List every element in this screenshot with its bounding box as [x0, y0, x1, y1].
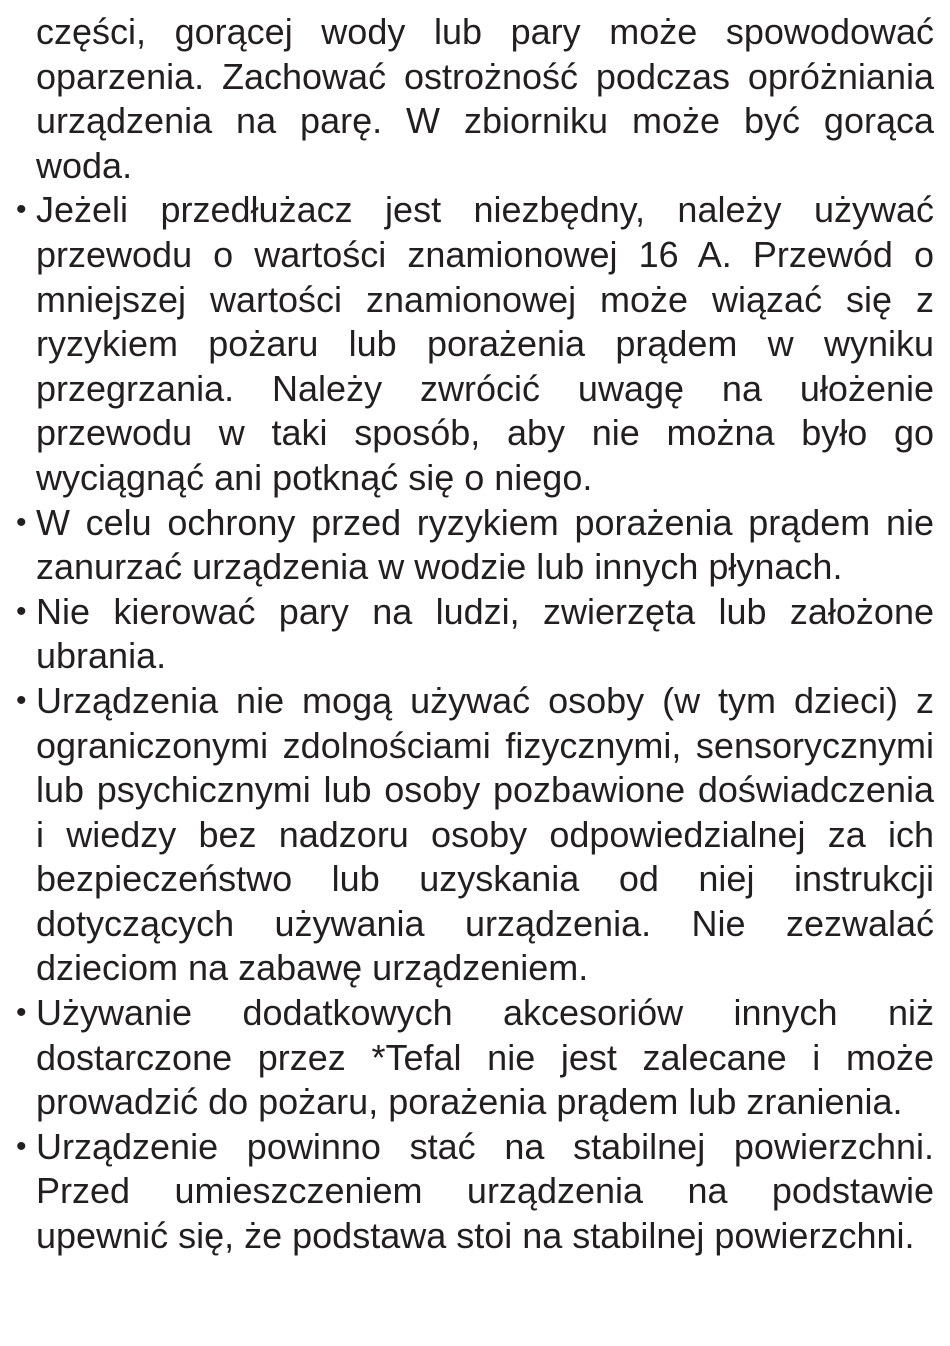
bullet-text: W celu ochrony przed ryzykiem porażenia prądem nie zanurzać urządzenia w wodzie lub innych płynach. — [36, 501, 934, 588]
bullet-text: Używanie dodatkowych akcesoriów innych niż dostarczone przez *Tefal nie jest zalecane i może prowadzić do pożaru, porażenia prądem lub zranienia. — [36, 992, 934, 1123]
bullet-item-immersion — [14, 501, 934, 590]
bullet-item-stable-surface — [14, 1125, 934, 1259]
bullet-icon: • — [16, 594, 27, 628]
bullet-icon: • — [16, 996, 27, 1030]
bullet-item-extension-cord — [14, 188, 934, 500]
bullet-text: Jeżeli przedłużacz jest niezbędny, należy używać przewodu o wartości znamionowej 16 A. Przewód o mniejszej wartości znamionowej może wiązać się z ryzykiem pożaru lub porażenia prądem w wyniku przegrzania. Należy zwrócić uwagę na ułożenie przewodu w taki sposób, aby nie można było go wyciągnąć ani potknąć się o niego. — [36, 189, 934, 498]
bullet-item-accessories — [14, 991, 934, 1125]
bullet-icon: • — [16, 193, 27, 227]
bullet-text: Urządzenia nie mogą używać osoby (w tym dzieci) z ograniczonymi zdolnościami fizycznymi, sensorycznymi lub psychicznymi lub osoby pozbawione doświadczenia i wiedzy bez nadzoru osoby odpowiedzialnej za ich bezpieczeństwo lub uzyskania od niej instrukcji dotyczących używania urządzenia. Nie zezwalać dzieciom na zabawę urządzeniem. — [36, 679, 934, 989]
bullet-icon: • — [16, 683, 27, 717]
bullet-icon: • — [16, 1129, 27, 1163]
continuation-paragraph: części, gorącej wody lub pary może spowodować oparzenia. Zachować ostrożność podczas opróżniania urządzenia na parę. W zbiorniku może być gorąca woda. — [36, 11, 934, 186]
bullet-text: Urządzenie powinno stać na stabilnej powierzchni. Przed umieszczeniem urządzenia na podstawie upewnić się, że podstawa stoi na stabilnej powierzchni. — [36, 1125, 934, 1257]
bullet-icon: • — [16, 505, 27, 539]
bullet-text: Nie kierować pary na ludzi, zwierzęta lub założone ubrania. — [36, 590, 934, 677]
bullet-item-supervision — [14, 679, 934, 991]
bullet-item-steam-direction — [14, 590, 934, 679]
